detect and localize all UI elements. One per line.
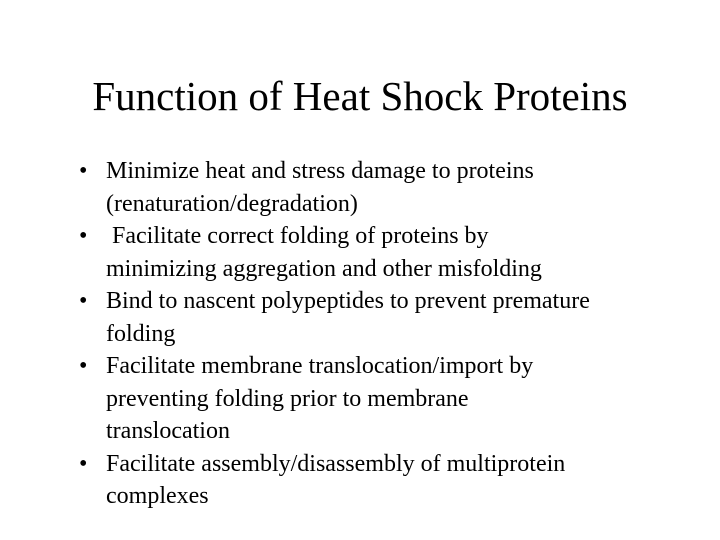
- bullet-line: (renaturation/degradation): [106, 190, 358, 217]
- bullet-line: folding: [106, 320, 176, 347]
- bullet-dot-icon: •: [79, 288, 88, 314]
- bullet-list: [79, 155, 682, 513]
- bullet-line: Bind to nascent polypeptides to prevent premature: [106, 288, 590, 314]
- bullet-item: [79, 220, 682, 285]
- bullet-dot-icon: •: [79, 450, 88, 477]
- bullet-dot-icon: •: [79, 353, 88, 379]
- bullet-item: [79, 350, 682, 448]
- slide-title: Function of Heat Shock Proteins: [92, 73, 628, 119]
- bullet-line: Minimize heat and stress damage to proteins: [106, 158, 534, 184]
- bullet-line: Facilitate membrane translocation/import by: [106, 353, 534, 379]
- bullet-item: [79, 155, 682, 220]
- bullet-dot-icon: •: [79, 158, 88, 184]
- bullet-line: Facilitate correct folding of proteins by: [106, 223, 489, 249]
- bullet-line: minimizing aggregation and other misfolding: [106, 255, 542, 282]
- bullet-line: preventing folding prior to membrane: [106, 385, 469, 412]
- bullet-item: [79, 448, 682, 513]
- bullet-line: translocation: [106, 418, 230, 444]
- bullet-line: complexes: [106, 483, 209, 509]
- bullet-line: Facilitate assembly/disassembly of multiprotein: [106, 450, 566, 477]
- bullet-item: [79, 285, 682, 350]
- bullet-dot-icon: •: [79, 223, 88, 249]
